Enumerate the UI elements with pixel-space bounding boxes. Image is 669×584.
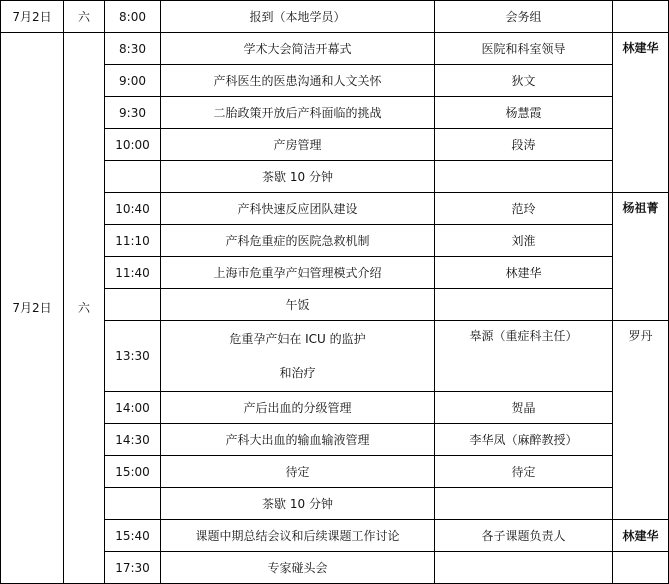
speaker-cell: 贺晶	[435, 392, 613, 424]
topic-cell: 茶歇 10 分钟	[161, 488, 435, 520]
weekday-cell: 六	[64, 33, 105, 584]
date-cell: 7月2日	[1, 1, 64, 33]
topic-cell: 学术大会简洁开幕式	[161, 33, 435, 65]
speaker-cell: 刘淮	[435, 225, 613, 257]
host-cell	[613, 1, 669, 33]
host-cell: 林建华	[613, 520, 669, 552]
topic-cell: 待定	[161, 456, 435, 488]
speaker-cell	[435, 488, 613, 520]
speaker-cell: 李华凤（麻醉教授）	[435, 424, 613, 456]
speaker-cell: 会务组	[435, 1, 613, 33]
time-cell: 10:00	[105, 129, 161, 161]
time-cell: 15:40	[105, 520, 161, 552]
topic-cell: 午饭	[161, 289, 435, 321]
topic-cell: 产科医生的医患沟通和人文关怀	[161, 65, 435, 97]
topic-cell: 上海市危重孕产妇管理模式介绍	[161, 257, 435, 289]
time-cell: 14:00	[105, 392, 161, 424]
time-cell: 11:10	[105, 225, 161, 257]
host-cell: 林建华	[613, 33, 669, 193]
topic-cell: 报到（本地学员）	[161, 1, 435, 33]
topic-cell: 产科快速反应团队建设	[161, 193, 435, 225]
speaker-cell: 杨慧霞	[435, 97, 613, 129]
topic-cell	[161, 321, 435, 392]
speaker-cell: 各子课题负责人	[435, 520, 613, 552]
speaker-cell: 段涛	[435, 129, 613, 161]
speaker-cell	[435, 289, 613, 321]
speaker-cell: 林建华	[435, 257, 613, 289]
topic-cell: 产后出血的分级管理	[161, 392, 435, 424]
time-cell: 17:30	[105, 552, 161, 584]
speaker-cell: 待定	[435, 456, 613, 488]
time-cell: 15:00	[105, 456, 161, 488]
time-cell	[105, 161, 161, 193]
topic-line: 和治疗	[279, 366, 316, 380]
topic-cell: 产科危重症的医院急救机制	[161, 225, 435, 257]
speaker-cell	[435, 161, 613, 193]
host-cell	[613, 552, 669, 584]
date-cell: 7月2日	[1, 33, 64, 584]
time-cell: 8:30	[105, 33, 161, 65]
table-row	[1, 1, 669, 33]
time-cell: 14:30	[105, 424, 161, 456]
time-cell: 11:40	[105, 257, 161, 289]
topic-line: 危重孕产妇在 ICU 的监护	[229, 332, 366, 346]
time-cell: 9:00	[105, 65, 161, 97]
speaker-cell: 狄文	[435, 65, 613, 97]
host-cell: 罗丹	[613, 321, 669, 520]
speaker-cell: 医院和科室领导	[435, 33, 613, 65]
time-cell	[105, 289, 161, 321]
speaker-cell	[435, 552, 613, 584]
topic-cell: 茶歇 10 分钟	[161, 161, 435, 193]
topic-cell: 专家碰头会	[161, 552, 435, 584]
time-cell: 13:30	[105, 321, 161, 392]
time-cell: 9:30	[105, 97, 161, 129]
host-cell: 杨祖菁	[613, 193, 669, 321]
time-cell: 8:00	[105, 1, 161, 33]
speaker-cell: 皋源（重症科主任）	[435, 321, 613, 392]
topic-cell: 产科大出血的输血输液管理	[161, 424, 435, 456]
speaker-cell: 范玲	[435, 193, 613, 225]
topic-cell: 二胎政策开放后产科面临的挑战	[161, 97, 435, 129]
time-cell	[105, 488, 161, 520]
weekday-cell: 六	[64, 1, 105, 33]
time-cell: 10:40	[105, 193, 161, 225]
topic-cell: 产房管理	[161, 129, 435, 161]
topic-cell: 课题中期总结会议和后续课题工作讨论	[161, 520, 435, 552]
table-row	[1, 33, 669, 65]
